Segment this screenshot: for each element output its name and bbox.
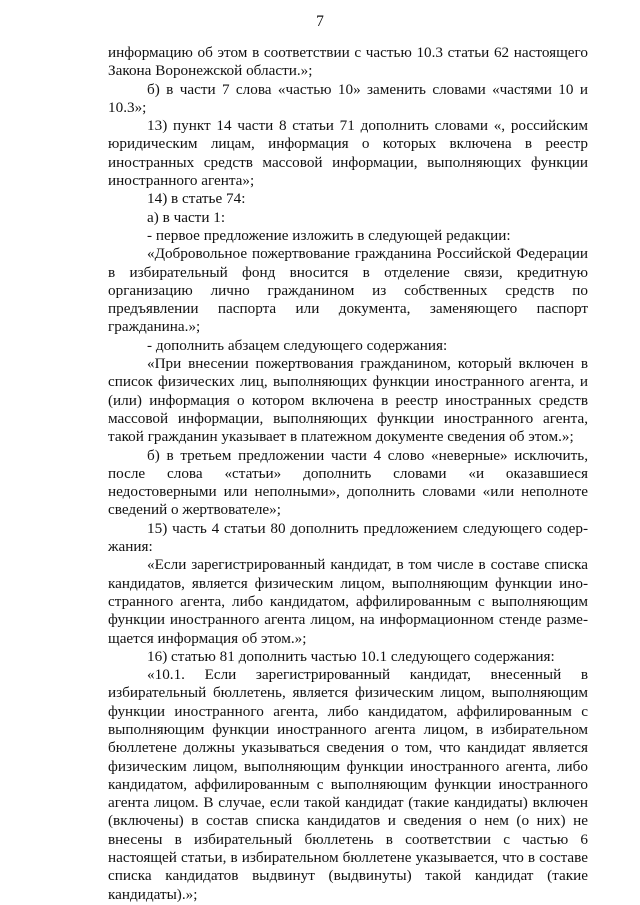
- paragraph-quote-donation: «Добровольное пожертвование гражданина Российской Федерации в избирательный фонд вносится в отделение связи, кредитную организацию лично гражданином из собственных средств по предъявлении паспорта или документа, заменяющего паспорт гражданина.»;: [108, 245, 588, 336]
- paragraph-item-16: 16) статью 81 дополнить частью 10.1 следующего содержания:: [147, 647, 555, 665]
- paragraph-continuation: информацию об этом в соответствии с частью 10.3 статьи 62 настоящего Закона Воронежской области.»;: [108, 44, 588, 80]
- paragraph-item-13: 13) пункт 14 части 8 статьи 71 дополнить словами «, российским юридическим лицам, информация о которых включена в реестр иностранных средств массовой информации, выполняющих функции иностранного агента»;: [108, 117, 588, 190]
- paragraph-item-14a: а) в части 1:: [147, 208, 226, 226]
- paragraph-first-sentence-instruction: - первое предложение изложить в следующей редакции:: [147, 226, 511, 244]
- page-number: 7: [316, 13, 324, 30]
- document-body: [108, 44, 588, 904]
- paragraph-item-14b: б) в третьем предложении части 4 слово «неверные» исключить, после слова «статьи» дополнить словами «и оказавшиеся недостоверными или неполными», дополнить словами «или неполноте сведений о жертвователе»;: [108, 446, 588, 519]
- paragraph-quote-10-1: «10.1. Если зарегистрированный кандидат, внесенный в избирательный бюллетень, является физическим лицом, выполняющим функции иностранного агента, либо кандидатом, аффилированным с выполняющим функции иностранного агента лицом, в избирательном бюллетене должны указываться сведения о том, что кандидат является физическим лицом, выполняющим функции иностранного агента, либо кандидатом, аффилированным с выполняющим функции иностранного агента лицом. В случае, если такой кандидат (такие кандидаты) включен (включены) в состав списка кандидатов и сведения о нем (о них) не внесены в избирательный бюллетень в соответствии с частью 6 настоящей статьи, в избирательном бюллетене указывается, что в составе списка кандидатов выдвинут (выдвинуты) такой кандидат (такие кандидаты).»;: [108, 666, 588, 903]
- paragraph-add-subparagraph-instruction: - дополнить абзацем следующего содержания:: [147, 336, 448, 354]
- paragraph-quote-info-stand: «Если зарегистрированный кандидат, в том числе в составе списка кандидатов, является физическим лицом, выполняющим функции иностранного агента, либо кандидатом, аффилированным с выполняющим функции иностранного агента лицом, на информационном стенде размещается информация об этом.»;: [108, 556, 588, 647]
- paragraph-quote-foreign-agent-donation: «При внесении пожертвования гражданином, который включен в список физических лиц, выполняющих функции иностранного агента, и (или) информация о котором включена в реестр иностранных средств массовой информации, выполняющих функции иностранного агента, такой гражданин указывает в платежном документе сведения об этом.»;: [108, 355, 588, 446]
- paragraph-amendment-b-part7: б) в части 7 слова «частью 10» заменить словами «частями 10 и 10.3»;: [108, 80, 588, 116]
- paragraph-item-14: 14) в статье 74:: [147, 190, 246, 208]
- paragraph-item-15: 15) часть 4 статьи 80 дополнить предложением следующего содержания:: [108, 519, 588, 556]
